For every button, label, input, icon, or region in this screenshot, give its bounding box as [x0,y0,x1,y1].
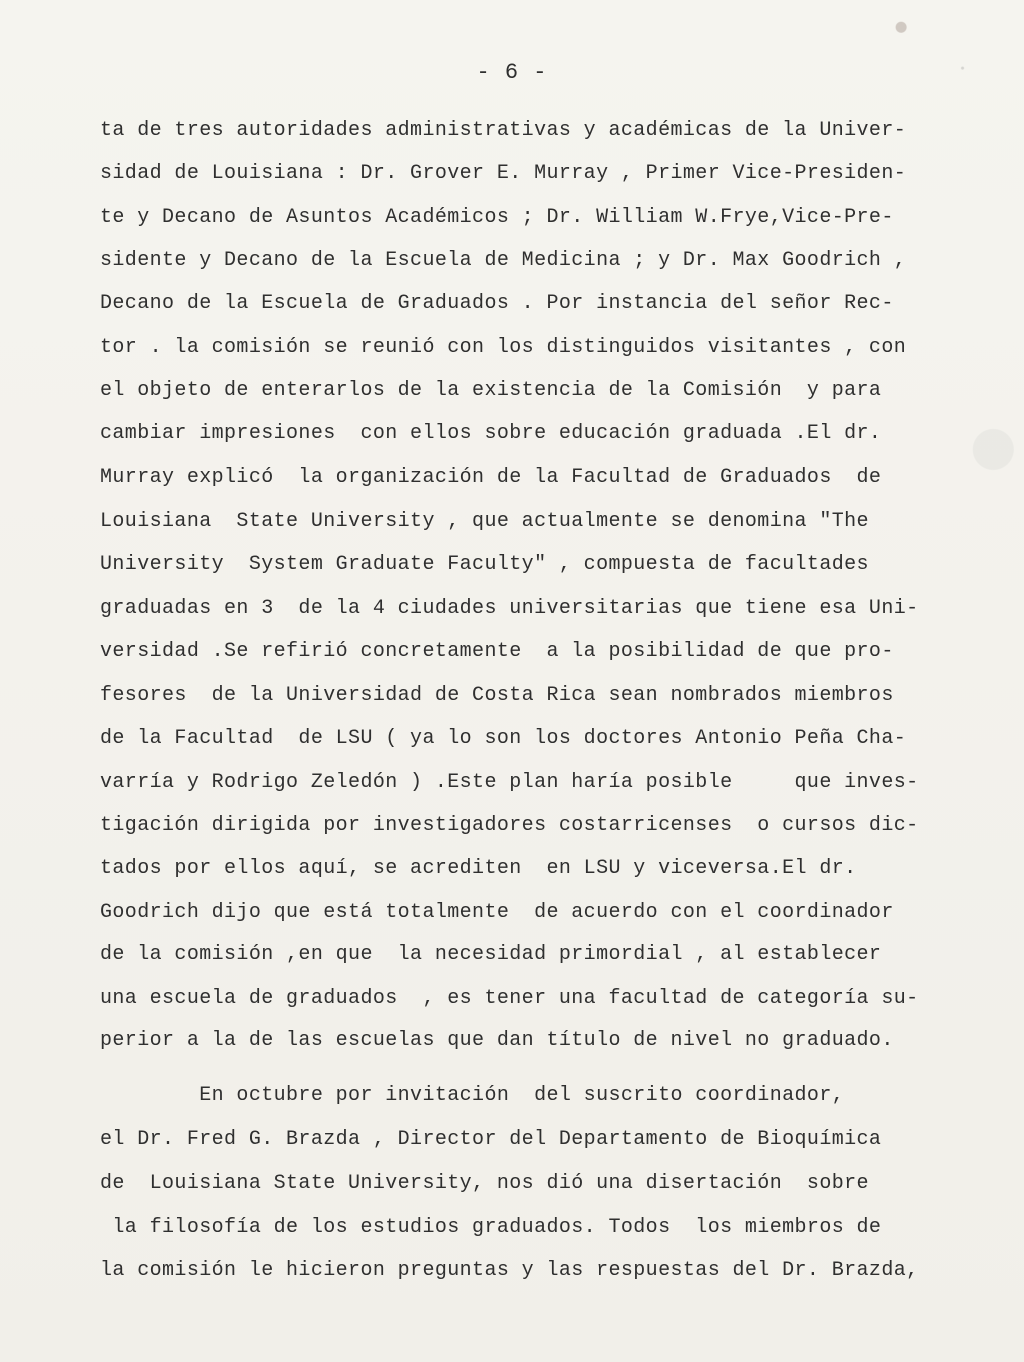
page-number: - 6 - [476,60,548,85]
paragraph-1-line: de la Facultad de LSU ( ya lo son los doctores Antonio Peña Cha- [100,727,907,750]
paragraph-1-line: versidad .Se refirió concretamente a la posibilidad de que pro- [100,640,894,663]
paragraph-1-line: Murray explicó la organización de la Facultad de Graduados de [100,466,882,489]
paragraph-1-line: tigación dirigida por investigadores costarricenses o cursos dic- [100,814,919,837]
paragraph-1-line: tor . la comisión se reunió con los distinguidos visitantes , con [100,336,907,359]
paragraph-1-line: perior a la de las escuelas que dan título de nivel no graduado. [100,1029,894,1052]
paragraph-1-line: una escuela de graduados , es tener una facultad de categoría su- [100,987,919,1010]
paragraph-2-line: la filosofía de los estudios graduados. Todos los miembros de [100,1216,882,1239]
paragraph-1-line: graduadas en 3 de la 4 ciudades universitarias que tiene esa Uni- [100,597,919,620]
paragraph-1-line: Louisiana State University , que actualmente se denomina "The [100,510,869,533]
paragraph-1-line: varría y Rodrigo Zeledón ) .Este plan haría posible que inves- [100,771,919,794]
paragraph-1-line: cambiar impresiones con ellos sobre educación graduada .El dr. [100,422,882,445]
paragraph-1-line: sidente y Decano de la Escuela de Medicina ; y Dr. Max Goodrich , [100,249,907,272]
paragraph-2-line: la comisión le hicieron preguntas y las respuestas del Dr. Brazda, [100,1259,919,1282]
paragraph-1-line: de la comisión ,en que la necesidad primordial , al establecer [100,943,882,966]
paragraph-1-line: sidad de Louisiana : Dr. Grover E. Murray , Primer Vice-Presiden- [100,162,907,185]
paragraph-1-line: University System Graduate Faculty" , compuesta de facultades [100,553,869,576]
paragraph-2-line: el Dr. Fred G. Brazda , Director del Departamento de Bioquímica [100,1128,882,1151]
paragraph-1-line: fesores de la Universidad de Costa Rica sean nombrados miembros [100,684,894,707]
paragraph-2-line: En octubre por invitación del suscrito coordinador, [100,1084,845,1107]
paragraph-1-line: Decano de la Escuela de Graduados . Por instancia del señor Rec- [100,292,894,315]
paragraph-1-line: el objeto de enterarlos de la existencia de la Comisión y para [100,379,882,402]
paragraph-1-line: ta de tres autoridades administrativas y académicas de la Univer- [100,119,907,142]
paragraph-1-line: Goodrich dijo que está totalmente de acuerdo con el coordinador [100,901,894,924]
paragraph-1-line: te y Decano de Asuntos Académicos ; Dr. William W.Frye,Vice-Pre- [100,206,894,229]
paragraph-2-line: de Louisiana State University, nos dió una disertación sobre [100,1172,869,1195]
paragraph-1-line: tados por ellos aquí, se acrediten en LSU y viceversa.El dr. [100,857,857,880]
